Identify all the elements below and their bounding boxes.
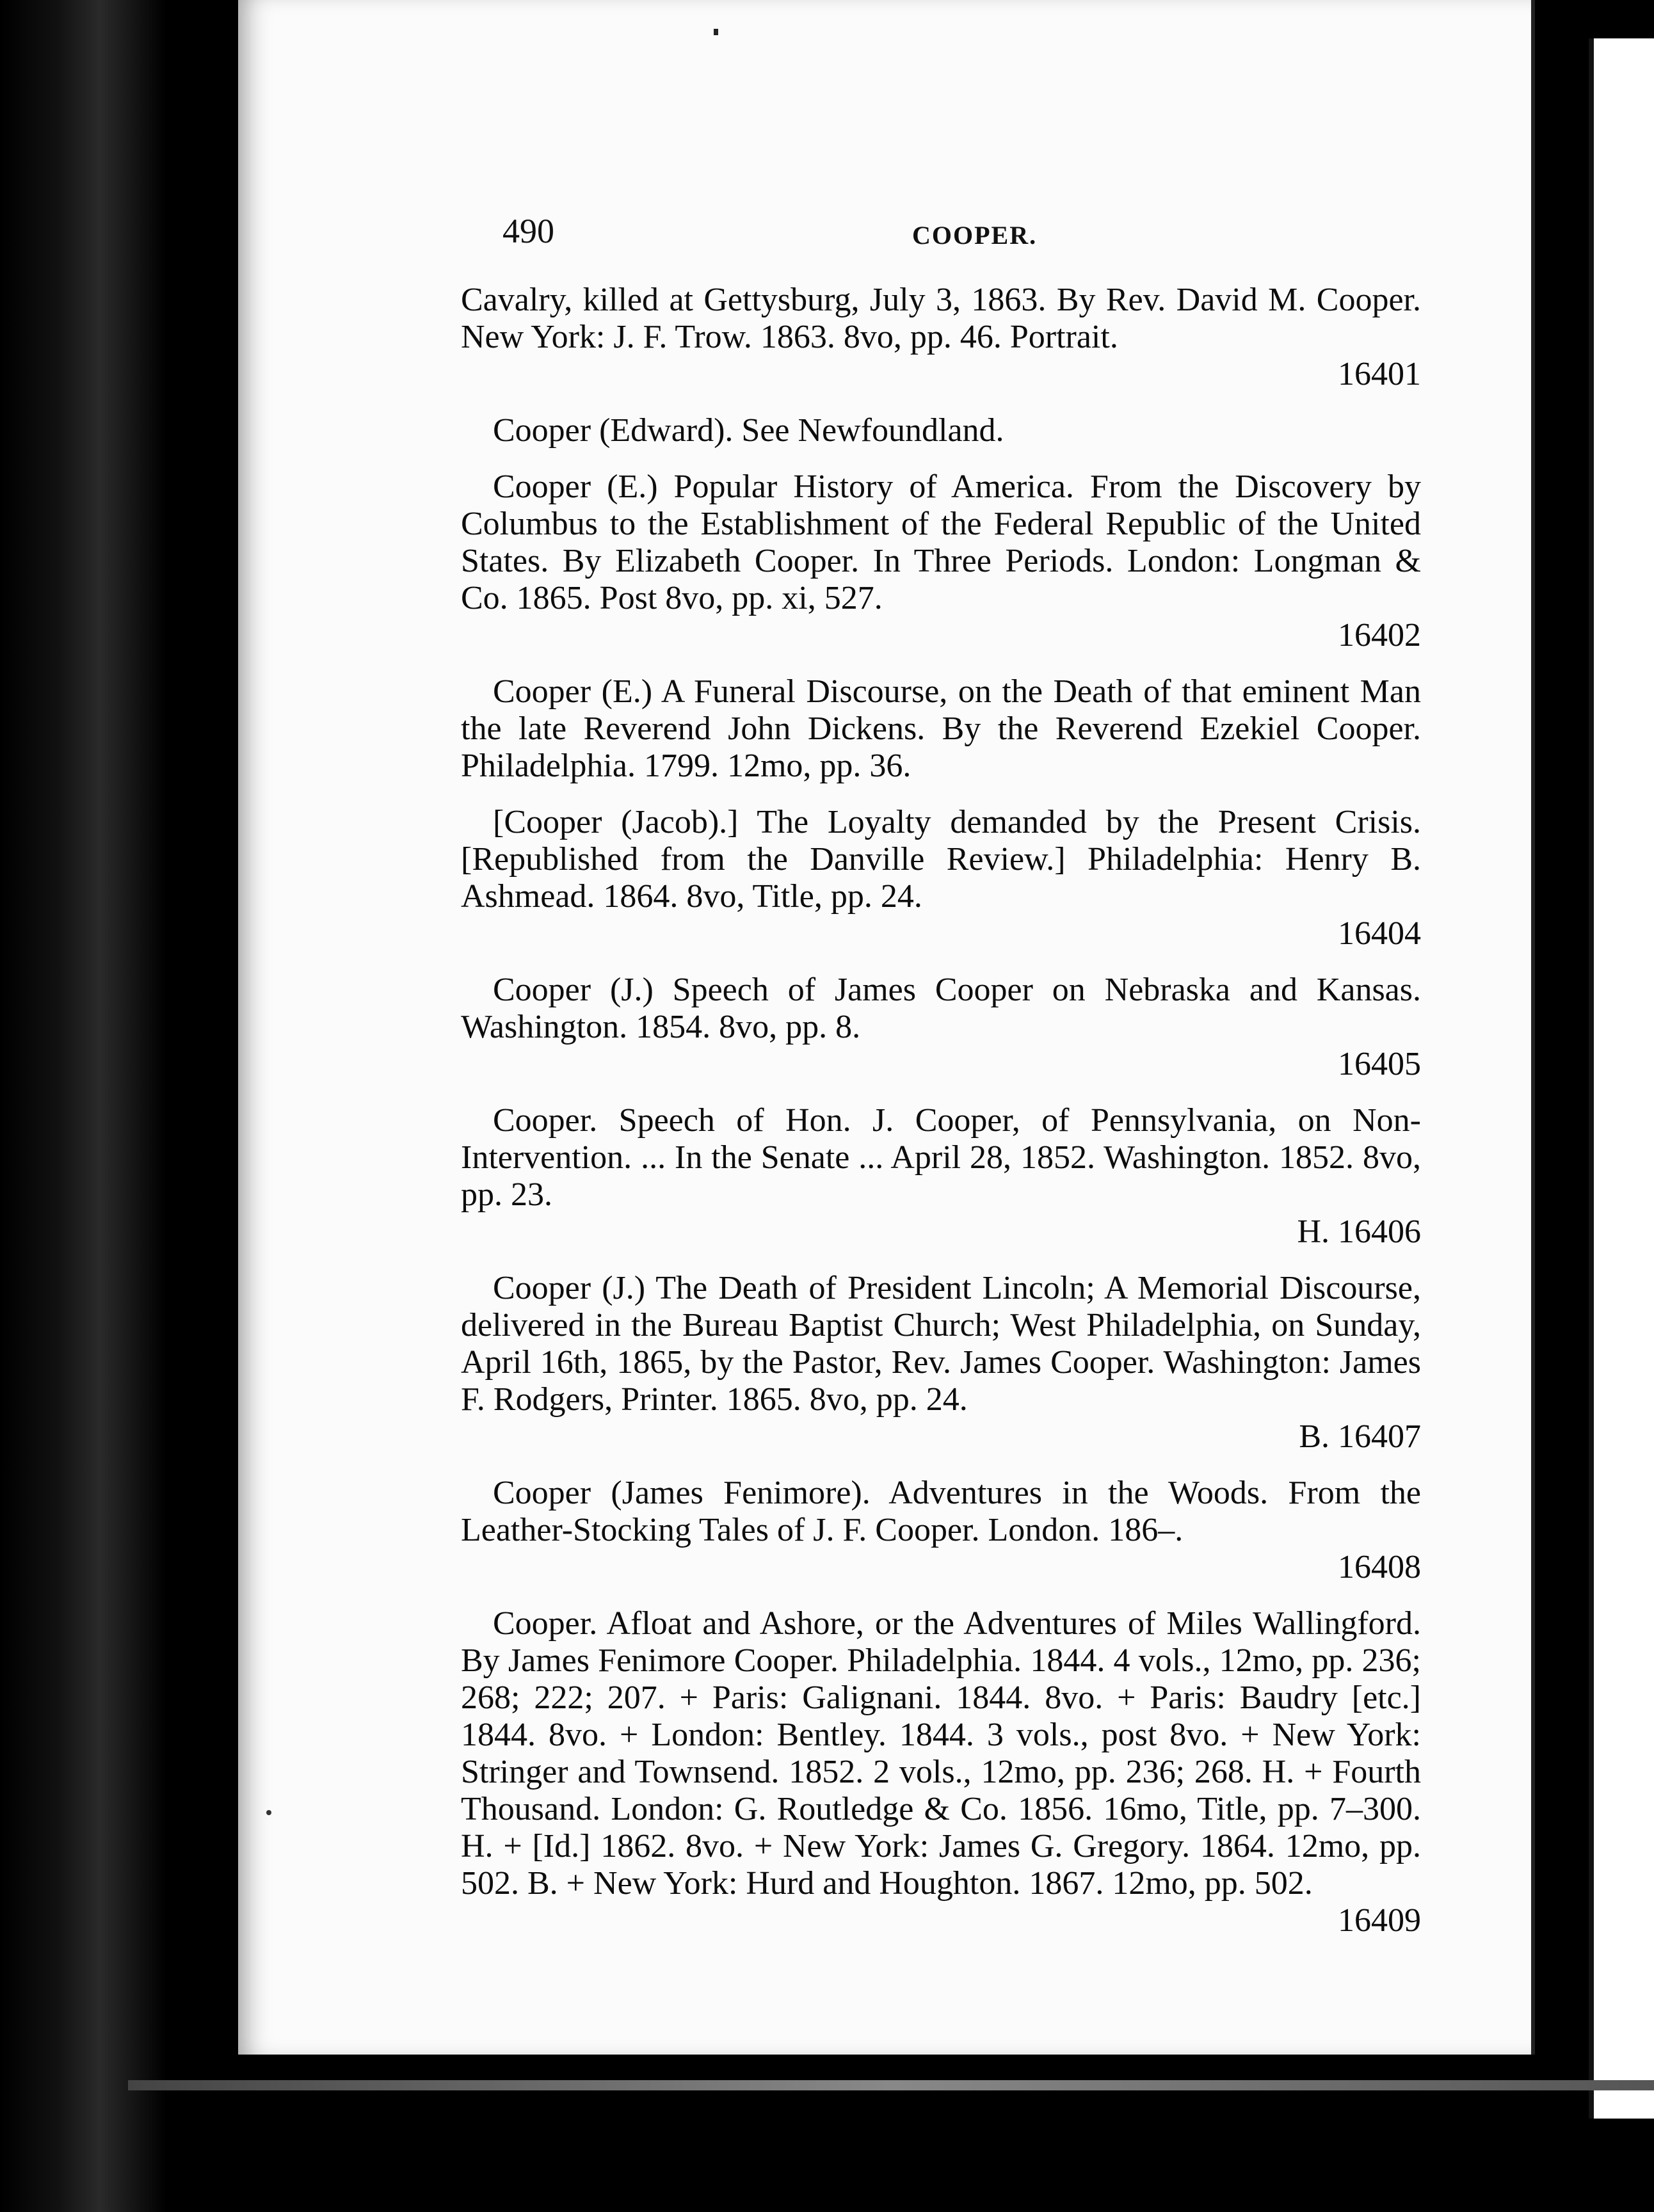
entry-funeral-discourse	[461, 673, 1421, 785]
entry-text: Cavalry, killed at Gettysburg, July 3, 1863. By Rev. David M. Cooper. New York: J. F. Trow. 1863. 8vo, pp. 46. Portrait.	[461, 282, 1421, 355]
book-gutter-shadow	[0, 0, 166, 2212]
entry-cooper-edward	[461, 412, 1421, 449]
entry-number: 16405	[1338, 1046, 1421, 1082]
entry-16404	[461, 804, 1421, 952]
entry-16405	[461, 972, 1421, 1083]
entry-number: 16401	[1338, 356, 1421, 392]
entry-text: [Cooper (Jacob).] The Loyalty demanded by the Present Crisis. [Republished from the Danville Review.] Philadelphia: Henry B. Ashmead. 1864. 8vo, Title, pp. 24.	[461, 804, 1421, 915]
bibliography-entries	[461, 282, 1421, 1959]
page-number: 490	[502, 212, 554, 250]
entry-text: Cooper (E.) A Funeral Discourse, on the Death of that eminent Man the late Reverend John Dickens. By the Reverend Ezekiel Cooper. Philadelphia. 1799. 12mo, pp. 36.	[461, 673, 1421, 784]
entry-16402	[461, 469, 1421, 654]
entry-text: Cooper (J.) Speech of James Cooper on Nebraska and Kansas. Washington. 1854. 8vo, pp. 8.	[461, 972, 1421, 1045]
page-stack-edge	[128, 2080, 1654, 2090]
entry-16406	[461, 1102, 1421, 1251]
running-head-title: COOPER.	[912, 221, 1038, 250]
entry-number: 16409	[1338, 1902, 1421, 1939]
running-head	[502, 211, 1447, 256]
entry-text: Cooper (E.) Popular History of America. From the Discovery by Columbus to the Establishment of the Federal Republic of the United States. By Elizabeth Cooper. In Three Periods. London: Longman & Co. 1865. Post 8vo, pp. xi, 527.	[461, 469, 1421, 616]
entry-16409	[461, 1605, 1421, 1939]
entry-number: 16404	[1338, 915, 1421, 952]
entry-text: Cooper (J.) The Death of President Lincoln; A Memorial Discourse, delivered in the Bureau Baptist Church; West Philadelphia, on Sunday, April 16th, 1865, by the Pastor, Rev. James Cooper. Washington: James F. Rodgers, Printer. 1865. 8vo, pp. 24.	[461, 1270, 1421, 1418]
adjacent-page-edge	[1589, 38, 1654, 2119]
entry-text: Cooper (Edward). See Newfoundland.	[493, 412, 1004, 449]
entry-number: 16408	[1338, 1549, 1421, 1585]
entry-16401	[461, 282, 1421, 393]
ink-speck	[714, 29, 718, 35]
entry-16407	[461, 1270, 1421, 1455]
entry-text: Cooper. Afloat and Ashore, or the Adventures of Miles Wallingford. By James Fenimore Cooper. Philadelphia. 1844. 4 vols., 12mo, pp. 236; 268; 222; 207. + Paris: Galignani. 1844. 8vo. + Paris: Baudry [etc.] 1844. 8vo. + London: Bentley. 1844. 3 vols., post 8vo. + New York: Stringer and Townsend. 1852. 2 vols., 12mo, pp. 236; 268. H. + Fourth Thousand. London: G. Routledge & Co. 1856. 16mo, Title, pp. 7–300. H. + [Id.] 1862. 8vo. + New York: James G. Gregory. 1864. 12mo, pp. 502. B. + New York: Hurd and Houghton. 1867. 12mo, pp. 502.	[461, 1605, 1421, 1902]
entry-text: Cooper (James Fenimore). Adventures in the Woods. From the Leather-Stocking Tales of J. F. Cooper. London. 186–.	[461, 1475, 1421, 1548]
entry-number: H. 16406	[1297, 1214, 1421, 1250]
margin-speck	[266, 1810, 271, 1815]
entry-number: B. 16407	[1299, 1418, 1421, 1455]
entry-16408	[461, 1475, 1421, 1586]
entry-text: Cooper. Speech of Hon. J. Cooper, of Pennsylvania, on Non-Intervention. ... In the Senate ... April 28, 1852. Washington. 1852. 8vo, pp. 23.	[461, 1102, 1421, 1213]
entry-number: 16402	[1338, 617, 1421, 653]
